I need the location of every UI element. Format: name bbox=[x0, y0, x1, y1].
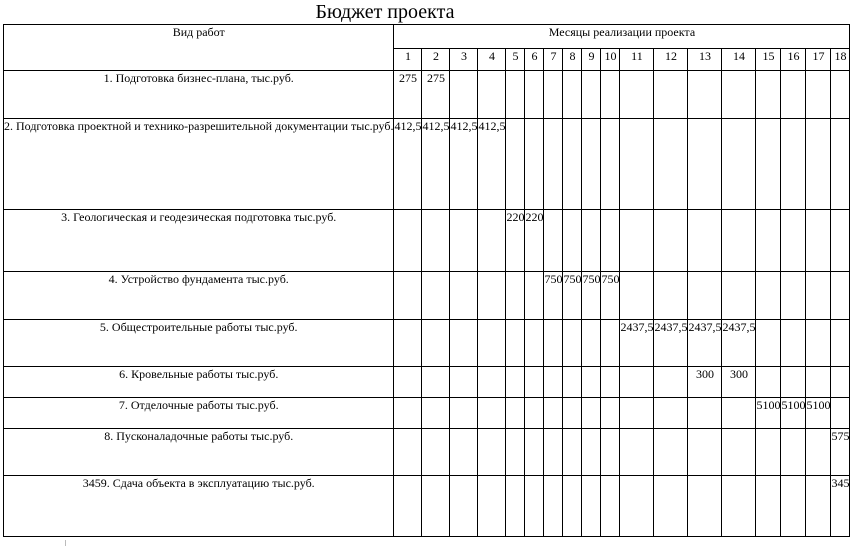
budget-cell-month-3 bbox=[450, 367, 478, 398]
budget-cell-month-18 bbox=[831, 119, 850, 210]
month-header-13: 13 bbox=[688, 49, 722, 71]
budget-cell-month-13 bbox=[688, 71, 722, 119]
budget-cell-month-6 bbox=[525, 476, 544, 537]
budget-cell-month-7 bbox=[544, 476, 563, 537]
budget-cell-month-9: 750 bbox=[582, 272, 601, 320]
budget-cell-month-9 bbox=[582, 210, 601, 272]
budget-cell-month-6 bbox=[525, 367, 544, 398]
month-header-15: 15 bbox=[756, 49, 781, 71]
page-title: Бюджет проекта bbox=[315, 1, 455, 23]
budget-cell-month-1 bbox=[394, 476, 422, 537]
budget-cell-month-1 bbox=[394, 320, 422, 367]
budget-cell-month-8 bbox=[563, 71, 582, 119]
month-header-16: 16 bbox=[781, 49, 806, 71]
budget-cell-month-15: 5100 bbox=[756, 398, 781, 429]
table-row bbox=[4, 210, 850, 272]
budget-cell-month-12 bbox=[654, 210, 688, 272]
budget-cell-month-6 bbox=[525, 272, 544, 320]
budget-cell-month-3 bbox=[450, 476, 478, 537]
budget-cell-month-11 bbox=[620, 398, 654, 429]
budget-cell-month-17 bbox=[806, 429, 831, 476]
work-type-header: Вид работ bbox=[4, 25, 394, 71]
budget-cell-month-12 bbox=[654, 476, 688, 537]
budget-cell-month-17 bbox=[806, 272, 831, 320]
budget-cell-month-5 bbox=[506, 71, 525, 119]
budget-cell-month-11 bbox=[620, 210, 654, 272]
budget-cell-month-11 bbox=[620, 476, 654, 537]
budget-cell-month-4 bbox=[478, 367, 506, 398]
month-header-7: 7 bbox=[544, 49, 563, 71]
budget-cell-month-2 bbox=[422, 210, 450, 272]
budget-cell-month-14: 2437,5 bbox=[722, 320, 756, 367]
month-header-1: 1 bbox=[394, 49, 422, 71]
budget-cell-month-1 bbox=[394, 210, 422, 272]
budget-cell-month-12 bbox=[654, 71, 688, 119]
budget-cell-month-4 bbox=[478, 320, 506, 367]
month-header-6: 6 bbox=[525, 49, 544, 71]
budget-cell-month-17 bbox=[806, 119, 831, 210]
budget-cell-month-11 bbox=[620, 367, 654, 398]
budget-cell-month-18 bbox=[831, 71, 850, 119]
month-header-9: 9 bbox=[582, 49, 601, 71]
budget-cell-month-8: 750 bbox=[563, 272, 582, 320]
budget-cell-month-18 bbox=[831, 210, 850, 272]
budget-cell-month-12 bbox=[654, 398, 688, 429]
budget-cell-month-15 bbox=[756, 320, 781, 367]
budget-cell-month-9 bbox=[582, 320, 601, 367]
budget-cell-month-7 bbox=[544, 320, 563, 367]
month-header-18: 18 bbox=[831, 49, 850, 71]
budget-cell-month-7 bbox=[544, 71, 563, 119]
budget-cell-month-5 bbox=[506, 272, 525, 320]
budget-cell-month-7 bbox=[544, 398, 563, 429]
budget-cell-month-2 bbox=[422, 367, 450, 398]
table-row bbox=[4, 71, 850, 119]
budget-cell-month-15 bbox=[756, 476, 781, 537]
budget-cell-month-15 bbox=[756, 429, 781, 476]
work-type-label: 3. Геологическая и геодезическая подготовка тыс.руб. bbox=[4, 210, 394, 272]
budget-cell-month-17 bbox=[806, 476, 831, 537]
table-row bbox=[4, 429, 850, 476]
budget-cell-month-2 bbox=[422, 398, 450, 429]
budget-cell-month-2 bbox=[422, 272, 450, 320]
page-edge-mark bbox=[65, 540, 66, 546]
budget-cell-month-4 bbox=[478, 71, 506, 119]
budget-cell-month-10 bbox=[601, 429, 620, 476]
budget-cell-month-11 bbox=[620, 119, 654, 210]
budget-cell-month-9 bbox=[582, 398, 601, 429]
month-header-4: 4 bbox=[478, 49, 506, 71]
budget-cell-month-18 bbox=[831, 367, 850, 398]
budget-cell-month-10 bbox=[601, 398, 620, 429]
budget-cell-month-17 bbox=[806, 320, 831, 367]
budget-cell-month-1: 275 bbox=[394, 71, 422, 119]
budget-cell-month-1 bbox=[394, 398, 422, 429]
budget-cell-month-18: 345 bbox=[831, 476, 850, 537]
work-type-label: 7. Отделочные работы тыс.руб. bbox=[4, 398, 394, 429]
month-header-3: 3 bbox=[450, 49, 478, 71]
budget-cell-month-4 bbox=[478, 210, 506, 272]
budget-cell-month-9 bbox=[582, 119, 601, 210]
budget-cell-month-8 bbox=[563, 210, 582, 272]
budget-cell-month-13 bbox=[688, 398, 722, 429]
budget-cell-month-15 bbox=[756, 71, 781, 119]
budget-cell-month-6 bbox=[525, 429, 544, 476]
budget-cell-month-8 bbox=[563, 320, 582, 367]
budget-cell-month-4: 412,5 bbox=[478, 119, 506, 210]
budget-cell-month-5 bbox=[506, 429, 525, 476]
budget-cell-month-8 bbox=[563, 119, 582, 210]
budget-cell-month-13 bbox=[688, 210, 722, 272]
budget-cell-month-16 bbox=[781, 272, 806, 320]
budget-cell-month-4 bbox=[478, 476, 506, 537]
budget-cell-month-16 bbox=[781, 119, 806, 210]
budget-cell-month-7: 750 bbox=[544, 272, 563, 320]
month-header-2: 2 bbox=[422, 49, 450, 71]
table-row bbox=[4, 272, 850, 320]
budget-cell-month-18 bbox=[831, 398, 850, 429]
budget-cell-month-16 bbox=[781, 476, 806, 537]
budget-cell-month-3 bbox=[450, 272, 478, 320]
budget-cell-month-11 bbox=[620, 272, 654, 320]
budget-cell-month-18: 575 bbox=[831, 429, 850, 476]
budget-cell-month-14 bbox=[722, 119, 756, 210]
budget-cell-month-12: 2437,5 bbox=[654, 320, 688, 367]
budget-cell-month-10: 750 bbox=[601, 272, 620, 320]
budget-cell-month-16 bbox=[781, 71, 806, 119]
budget-cell-month-10 bbox=[601, 119, 620, 210]
budget-cell-month-7 bbox=[544, 429, 563, 476]
budget-cell-month-5: 220 bbox=[506, 210, 525, 272]
month-header-5: 5 bbox=[506, 49, 525, 71]
budget-cell-month-12 bbox=[654, 272, 688, 320]
budget-cell-month-16 bbox=[781, 210, 806, 272]
months-header: Месяцы реализации проекта bbox=[394, 25, 850, 49]
budget-cell-month-8 bbox=[563, 476, 582, 537]
budget-cell-month-2: 275 bbox=[422, 71, 450, 119]
table-row bbox=[4, 398, 850, 429]
budget-cell-month-10 bbox=[601, 71, 620, 119]
budget-cell-month-17 bbox=[806, 210, 831, 272]
budget-cell-month-14 bbox=[722, 71, 756, 119]
budget-cell-month-13 bbox=[688, 429, 722, 476]
month-header-10: 10 bbox=[601, 49, 620, 71]
budget-cell-month-11 bbox=[620, 429, 654, 476]
table-row bbox=[4, 320, 850, 367]
work-type-label: 6. Кровельные работы тыс.руб. bbox=[4, 367, 394, 398]
budget-cell-month-17: 5100 bbox=[806, 398, 831, 429]
budget-cell-month-5 bbox=[506, 367, 525, 398]
budget-cell-month-8 bbox=[563, 429, 582, 476]
budget-cell-month-2 bbox=[422, 429, 450, 476]
budget-cell-month-9 bbox=[582, 367, 601, 398]
budget-cell-month-13: 300 bbox=[688, 367, 722, 398]
work-type-label: 3459. Сдача объекта в эксплуатацию тыс.руб. bbox=[4, 476, 394, 537]
budget-cell-month-5 bbox=[506, 476, 525, 537]
month-header-14: 14 bbox=[722, 49, 756, 71]
budget-cell-month-9 bbox=[582, 476, 601, 537]
budget-cell-month-15 bbox=[756, 119, 781, 210]
budget-cell-month-1 bbox=[394, 272, 422, 320]
budget-cell-month-16: 5100 bbox=[781, 398, 806, 429]
budget-cell-month-12 bbox=[654, 367, 688, 398]
budget-cell-month-16 bbox=[781, 320, 806, 367]
budget-cell-month-1: 412,5 bbox=[394, 119, 422, 210]
budget-cell-month-10 bbox=[601, 367, 620, 398]
budget-cell-month-2: 412,5 bbox=[422, 119, 450, 210]
budget-cell-month-16 bbox=[781, 429, 806, 476]
budget-cell-month-13: 2437,5 bbox=[688, 320, 722, 367]
budget-cell-month-10 bbox=[601, 476, 620, 537]
budget-cell-month-14 bbox=[722, 210, 756, 272]
budget-cell-month-3 bbox=[450, 429, 478, 476]
budget-cell-month-3 bbox=[450, 210, 478, 272]
budget-cell-month-3: 412,5 bbox=[450, 119, 478, 210]
work-type-label: 5. Общестроительные работы тыс.руб. bbox=[4, 320, 394, 367]
budget-cell-month-4 bbox=[478, 272, 506, 320]
budget-cell-month-10 bbox=[601, 210, 620, 272]
budget-cell-month-6 bbox=[525, 119, 544, 210]
month-header-12: 12 bbox=[654, 49, 688, 71]
budget-cell-month-18 bbox=[831, 320, 850, 367]
budget-cell-month-9 bbox=[582, 71, 601, 119]
work-type-label: 4. Устройство фундамента тыс.руб. bbox=[4, 272, 394, 320]
budget-cell-month-9 bbox=[582, 429, 601, 476]
budget-cell-month-12 bbox=[654, 429, 688, 476]
table-row bbox=[4, 476, 850, 537]
table-row bbox=[4, 367, 850, 398]
budget-cell-month-7 bbox=[544, 210, 563, 272]
budget-cell-month-7 bbox=[544, 367, 563, 398]
budget-cell-month-4 bbox=[478, 398, 506, 429]
budget-cell-month-13 bbox=[688, 476, 722, 537]
budget-cell-month-6 bbox=[525, 71, 544, 119]
budget-cell-month-16 bbox=[781, 367, 806, 398]
budget-cell-month-3 bbox=[450, 320, 478, 367]
month-header-17: 17 bbox=[806, 49, 831, 71]
budget-cell-month-15 bbox=[756, 367, 781, 398]
budget-cell-month-2 bbox=[422, 320, 450, 367]
budget-cell-month-11 bbox=[620, 71, 654, 119]
month-header-11: 11 bbox=[620, 49, 654, 71]
budget-cell-month-6 bbox=[525, 320, 544, 367]
budget-cell-month-6 bbox=[525, 398, 544, 429]
work-type-label: 1. Подготовка бизнес-плана, тыс.руб. bbox=[4, 71, 394, 119]
budget-cell-month-5 bbox=[506, 398, 525, 429]
budget-cell-month-14 bbox=[722, 476, 756, 537]
budget-cell-month-14 bbox=[722, 398, 756, 429]
budget-cell-month-4 bbox=[478, 429, 506, 476]
budget-cell-month-10 bbox=[601, 320, 620, 367]
budget-cell-month-14 bbox=[722, 429, 756, 476]
budget-cell-month-17 bbox=[806, 71, 831, 119]
budget-cell-month-6: 220 bbox=[525, 210, 544, 272]
budget-cell-month-15 bbox=[756, 272, 781, 320]
budget-cell-month-8 bbox=[563, 367, 582, 398]
budget-cell-month-1 bbox=[394, 367, 422, 398]
month-header-8: 8 bbox=[563, 49, 582, 71]
budget-cell-month-5 bbox=[506, 119, 525, 210]
budget-cell-month-13 bbox=[688, 119, 722, 210]
budget-cell-month-7 bbox=[544, 119, 563, 210]
budget-cell-month-5 bbox=[506, 320, 525, 367]
budget-cell-month-3 bbox=[450, 398, 478, 429]
budget-cell-month-11: 2437,5 bbox=[620, 320, 654, 367]
budget-cell-month-18 bbox=[831, 272, 850, 320]
budget-cell-month-17 bbox=[806, 367, 831, 398]
budget-cell-month-3 bbox=[450, 71, 478, 119]
budget-table bbox=[3, 24, 850, 537]
budget-cell-month-1 bbox=[394, 429, 422, 476]
budget-cell-month-14: 300 bbox=[722, 367, 756, 398]
work-type-label: 2. Подготовка проектной и технико-разрешительной документации тыс.руб. bbox=[4, 119, 394, 210]
budget-cell-month-13 bbox=[688, 272, 722, 320]
budget-cell-month-15 bbox=[756, 210, 781, 272]
budget-cell-month-14 bbox=[722, 272, 756, 320]
budget-cell-month-8 bbox=[563, 398, 582, 429]
work-type-label: 8. Пусконаладочные работы тыс.руб. bbox=[4, 429, 394, 476]
budget-cell-month-12 bbox=[654, 119, 688, 210]
budget-cell-month-2 bbox=[422, 476, 450, 537]
table-row bbox=[4, 119, 850, 210]
